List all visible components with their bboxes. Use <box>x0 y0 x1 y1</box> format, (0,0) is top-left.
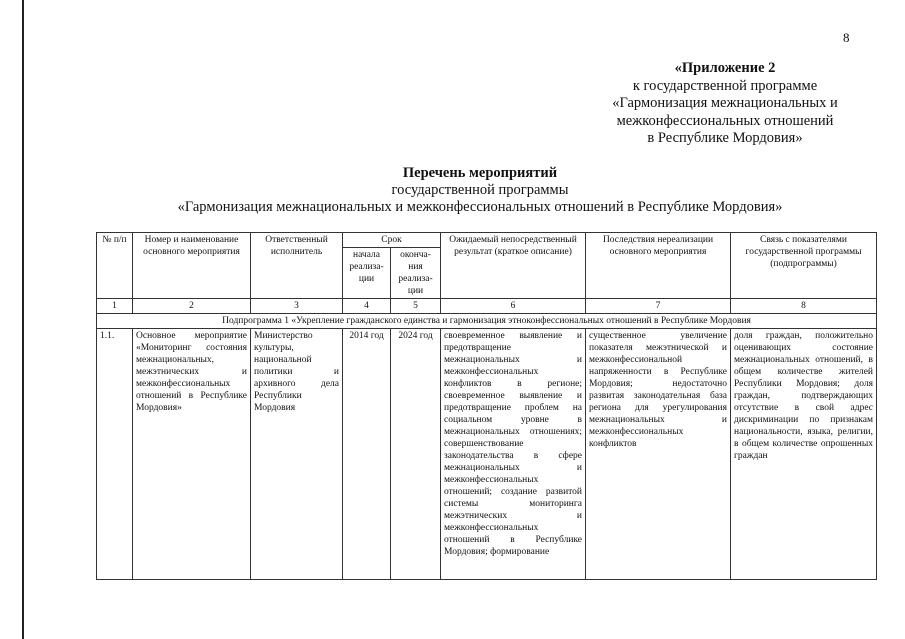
subprogram-row <box>97 314 877 329</box>
row-link: доля граждан, положительно оценивающих состояние межнациональных отношений, в общем количестве жителей Республики Мордовия; доля граждан, подтверждающих отсутствие в свой адрес дискриминации по признакам национальности, языка, религии, в общем количестве опрошенных граждан <box>731 329 877 580</box>
column-number-row <box>97 299 877 314</box>
column-number: 7 <box>586 299 731 314</box>
appendix-line: «Гармонизация межнациональных и <box>612 95 838 111</box>
column-number: 1 <box>97 299 133 314</box>
heading-line: государственной программы <box>391 182 569 198</box>
row-executor: Министерство культуры, национальной политики и архивного дела Республики Мордовия <box>251 329 343 580</box>
appendix-line: межконфессиональных отношений <box>616 112 834 129</box>
table-row <box>97 329 877 580</box>
header-term: Срок <box>343 233 441 248</box>
header-start: начала реализа-ции <box>343 248 391 299</box>
appendix-block <box>560 60 890 148</box>
column-number: 5 <box>391 299 441 314</box>
appendix-line: в Республике Мордовия» <box>647 130 803 146</box>
header-executor: Ответственный исполнитель <box>251 233 343 299</box>
column-number: 2 <box>133 299 251 314</box>
header-link: Связь с показателями государственной программы (подпрограммы) <box>731 233 877 299</box>
header-consequences: Последствия нереализации основного мероприятия <box>586 233 731 299</box>
row-result: своевременное выявление и предотвращение межнациональных и межконфессиональных конфликтов в регионе; своевременное выявление и предотвращение проблем на социальном уровне в межнациональных отношениях; совершенствование законодательства в сфере межнациональных и межконфессиональных отношений; создание развитой системы мониторинга межэтнических и межконфессиональных отношений в Республике Мордовия; формирование <box>441 329 586 580</box>
row-consequences: существенное увеличение показателя межэтнической и межконфессиональной напряженности в Республике Мордовия; недостаточно развитая законодательная база региона для урегулирования межнациональных и межконфессиональных конфликтов <box>586 329 731 580</box>
header-end: оконча-ния реализа-ции <box>391 248 441 299</box>
row-end: 2024 год <box>391 329 441 580</box>
heading-line: «Гармонизация межнациональных и межконфессиональных отношений в Республике Мордовия» <box>177 199 783 215</box>
appendix-line: к государственной программе <box>632 77 818 94</box>
header-result: Ожидаемый непосредственный результат (краткое описание) <box>441 233 586 299</box>
column-number: 8 <box>731 299 877 314</box>
header-name: Номер и наименование основного мероприятия <box>133 233 251 299</box>
table-header-row <box>97 233 877 248</box>
row-start: 2014 год <box>343 329 391 580</box>
appendix-title: «Приложение 2 <box>674 60 776 76</box>
column-number: 6 <box>441 299 586 314</box>
measures-table <box>96 232 877 580</box>
column-number: 3 <box>251 299 343 314</box>
row-num: 1.1. <box>97 329 133 580</box>
heading-title: Перечень мероприятий <box>402 165 558 181</box>
page-left-border <box>22 0 24 639</box>
document-heading <box>80 165 880 216</box>
page-number: 8 <box>843 30 850 45</box>
subprogram-title: Подпрограмма 1 «Укрепление гражданского единства и гармонизация этноконфессиональных отношений в Республике Мордовия <box>97 314 877 329</box>
row-name: Основное мероприятие «Мониторинг состояния межнациональных, межэтнических и межконфессиональных отношений в Республике Мордовия» <box>133 329 251 580</box>
header-num: № п/п <box>97 233 133 299</box>
column-number: 4 <box>343 299 391 314</box>
